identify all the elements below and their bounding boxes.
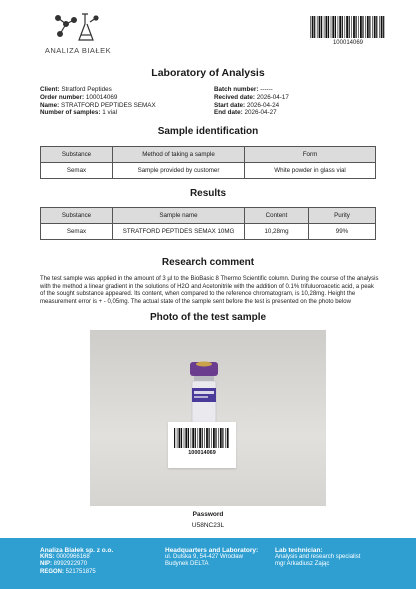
footer: [0, 538, 416, 589]
table-header-cell: Purity: [309, 208, 376, 224]
info-name: Name: STRATFORD PEPTIDES SEMAX: [40, 101, 156, 109]
table-cell: Semax: [41, 163, 113, 179]
info-start-date: Start date: 2026-04-24: [214, 101, 280, 109]
password-value: U58NC23L: [191, 522, 225, 529]
table-header-row: [41, 208, 376, 224]
table-cell: 10,28mg: [245, 224, 309, 240]
table-cell: STRATFORD PEPTIDES SEMAX 10MG: [113, 224, 245, 240]
table-header-cell: Form: [245, 147, 376, 163]
page-title: Laboratory of Analysis: [151, 67, 265, 79]
table-row: [41, 163, 376, 179]
info-right: [214, 86, 289, 117]
footer-lab-technician: Lab technician: Analysis and research specialist mgr Arkadiusz Zając: [275, 547, 361, 568]
results-title: Results: [189, 188, 227, 199]
logo-text: ANALIZA BIAŁEK: [44, 46, 112, 55]
research-comment-title: Research comment: [161, 257, 255, 268]
barcode-image: [174, 428, 230, 448]
table-row: [41, 224, 376, 240]
sample-barcode-card: [168, 422, 236, 468]
card-barcode-number: 100014069: [188, 450, 216, 456]
sample-photo: [90, 330, 326, 506]
password-label: Password: [192, 511, 224, 518]
info-left: [40, 86, 156, 117]
results-table: [40, 207, 376, 240]
footer-company: Analiza Białek sp. z o.o. KRS: 0000966168 NIP: 8992922970 REGON: 521751875: [40, 547, 114, 575]
molecule-flask-icon: [52, 10, 104, 46]
footer-headquarters: Headquarters and Laboratory: ul. Dulska 9, 54-427 Wrocław Budynek DELTA: [165, 547, 259, 568]
order-barcode: [310, 16, 386, 46]
table-header-cell: Method of taking a sample: [113, 147, 245, 163]
info-order-number: Order number: 100014069: [40, 93, 118, 101]
info-received-date: Recived date: 2026-04-17: [214, 93, 289, 101]
table-header-cell: Sample name: [113, 208, 245, 224]
table-header-row: [41, 147, 376, 163]
research-comment-text: The test sample was applied in the amount of 3 µl to the BioBasic 8 Thermo Scientific column. During the course of the analysis with the method a linear gradient in the solutions of H2O and Acetonitrile with the addition of 0.1% trifuluoroacetic acid, a peak of the sought substance appeared. Its content, when compared to the reference chromatogram, is 10,28mg. Height the measurement error is + - 0,05mg. The actual state of the sample sent before the test is presented on the photo below: [40, 276, 379, 305]
table-cell: Sample provided by customer: [113, 163, 245, 179]
table-cell: White powder in glass vial: [245, 163, 376, 179]
info-batch-number: Batch number: ------: [214, 86, 273, 93]
barcode-number: 100014069: [332, 40, 364, 46]
header: [0, 0, 416, 62]
company-logo: [38, 10, 118, 58]
table-header-cell: Substance: [41, 208, 113, 224]
info-sample-count: Number of samples: 1 vial: [40, 109, 117, 117]
barcode-image: [310, 16, 386, 38]
sample-identification-table: [40, 146, 376, 179]
vial-icon: [186, 360, 222, 426]
table-cell: 99%: [309, 224, 376, 240]
photo-title: Photo of the test sample: [149, 312, 267, 323]
info-end-date: End date: 2026-04-27: [214, 109, 277, 117]
table-cell: Semax: [41, 224, 113, 240]
sample-identification-title: Sample identification: [157, 126, 259, 137]
table-header-cell: Content: [245, 208, 309, 224]
table-header-cell: Substance: [41, 147, 113, 163]
info-client: Client: Stratford Peptides: [40, 86, 112, 93]
